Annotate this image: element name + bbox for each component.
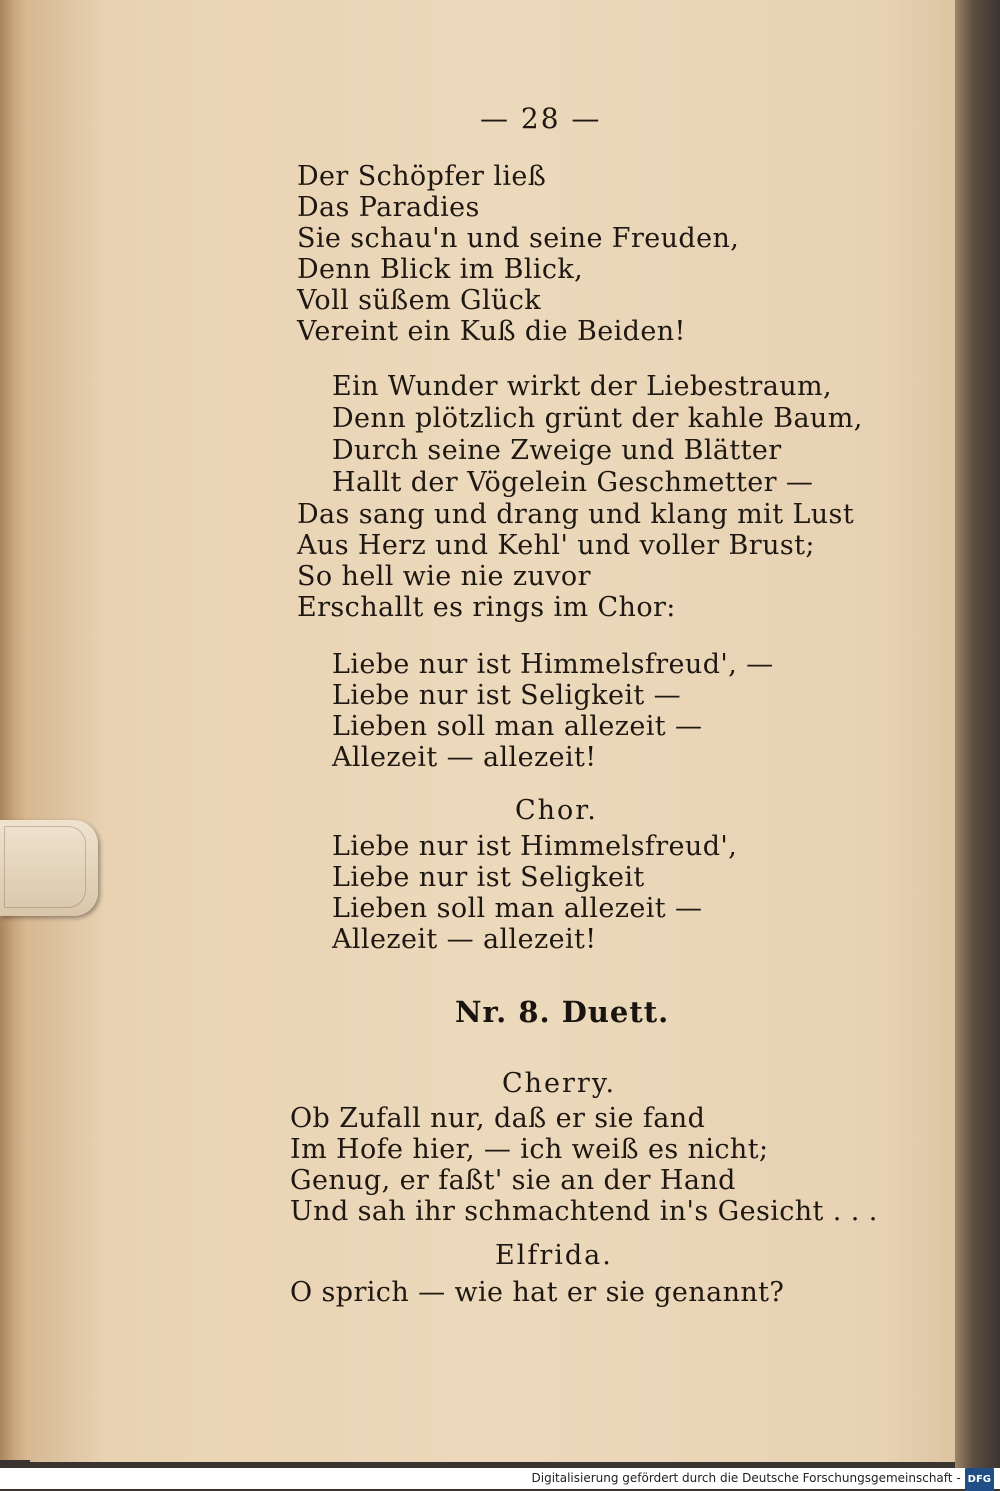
verse-line: Liebe nur ist Himmelsfreud', [332, 831, 738, 862]
verse-line: Allezeit — allezeit! [332, 924, 597, 955]
dfg-logo-icon: DFG [965, 1468, 994, 1491]
speaker-elfrida: Elfrida. [495, 1240, 613, 1271]
verse-line: Hallt der Vögelein Geschmetter — [332, 467, 814, 498]
section-heading: Nr. 8. Duett. [455, 995, 670, 1029]
verse-line: Lieben soll man allezeit — [332, 711, 703, 742]
verse-line: Vereint ein Kuß die Beiden! [297, 316, 686, 347]
verse-line: Liebe nur ist Seligkeit [332, 862, 645, 893]
verse-line: So hell wie nie zuvor [297, 561, 591, 592]
chor-label: Chor. [515, 795, 598, 826]
verse-line: Aus Herz und Kehl' und voller Brust; [297, 530, 815, 561]
verse-line: Denn plötzlich grünt der kahle Baum, [332, 403, 863, 434]
verse-line: Erschallt es rings im Chor: [297, 592, 676, 623]
verse-line: Im Hofe hier, — ich weiß es nicht; [290, 1134, 769, 1165]
page-number: — 28 — [480, 102, 602, 135]
verse-line: Der Schöpfer ließ [297, 161, 547, 192]
verse-line: Durch seine Zweige und Blätter [332, 435, 782, 466]
page-spine-shadow [955, 0, 1000, 1470]
verse-line: O sprich — wie hat er sie genannt? [290, 1277, 785, 1308]
verse-line: Ein Wunder wirkt der Liebestraum, [332, 371, 832, 402]
verse-line: Genug, er faßt' sie an der Hand [290, 1165, 736, 1196]
verse-line: Das Paradies [297, 192, 480, 223]
verse-line: Denn Blick im Blick, [297, 254, 584, 285]
verse-line: Liebe nur ist Seligkeit — [332, 680, 682, 711]
footer-text: Digitalisierung gefördert durch die Deutsche Forschungsgemeinschaft - [531, 1471, 961, 1485]
verse-line: Und sah ihr schmachtend in's Gesicht . . . [290, 1196, 878, 1227]
bookmark-tab [0, 820, 98, 916]
verse-line: Lieben soll man allezeit — [332, 893, 703, 924]
verse-line: Liebe nur ist Himmelsfreud', — [332, 649, 774, 680]
verse-line: Das sang und drang und klang mit Lust [297, 499, 855, 530]
verse-line: Voll süßem Glück [297, 285, 542, 316]
verse-line: Allezeit — allezeit! [332, 742, 597, 773]
speaker-cherry: Cherry. [502, 1068, 617, 1099]
verse-line: Ob Zufall nur, daß er sie fand [290, 1103, 706, 1134]
verse-line: Sie schau'n und seine Freuden, [297, 223, 740, 254]
footer-bar [0, 1468, 1000, 1489]
